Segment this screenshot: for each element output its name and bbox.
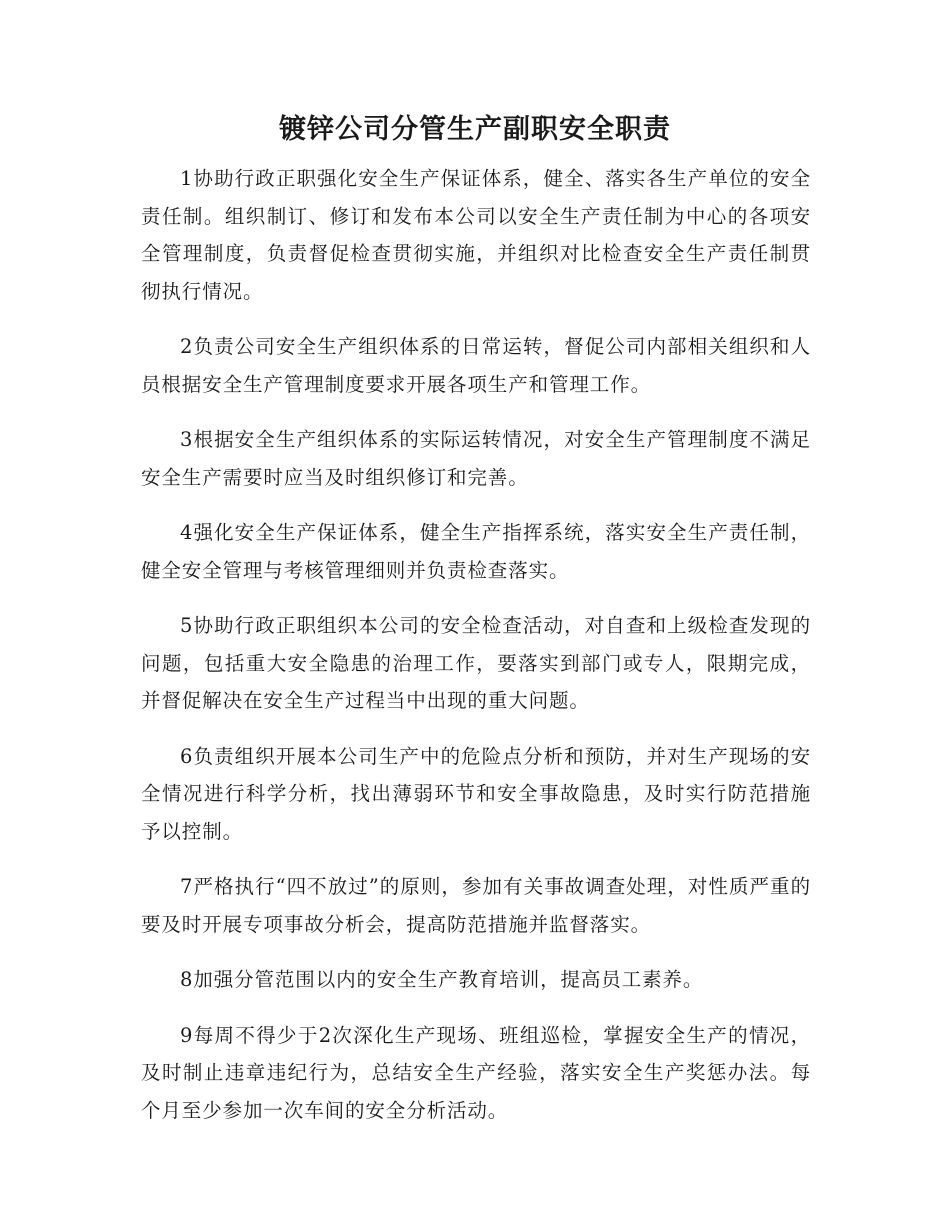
document-body <box>141 160 811 1147</box>
paragraph-6: 6负责组织开展本公司生产中的危险点分析和预防，并对生产现场的安全情况进行科学分析，找出薄弱环节和安全事故隐患，及时实行防范措施予以控制。 <box>141 744 811 843</box>
paragraph-2: 2负责公司安全生产组织体系的日常运转，督促公司内部相关组织和人员根据安全生产管理制度要求开展各项生产和管理工作。 <box>141 335 811 396</box>
document-title: 镀锌公司分管生产副职安全职责 <box>279 114 671 145</box>
paragraph-3: 3根据安全生产组织体系的实际运转情况，对安全生产管理制度不满足安全生产需要时应当及时组织修订和完善。 <box>141 428 811 489</box>
paragraph-9: 9每周不得少于2次深化生产现场、班组巡检，掌握安全生产的情况，及时制止违章违纪行为，总结安全生产经验，落实安全生产奖惩办法。每个月至少参加一次车间的安全分析活动。 <box>141 1023 811 1122</box>
paragraph-8: 8加强分管范围以内的安全生产教育培训，提高员工素养。 <box>180 968 704 991</box>
paragraph-4: 4强化安全生产保证体系，健全生产指挥系统，落实安全生产责任制，健全安全管理与考核管理细则并负责检查落实。 <box>141 521 811 582</box>
paragraph-5: 5协助行政正职组织本公司的安全检查活动，对自查和上级检查发现的问题，包括重大安全隐患的治理工作，要落实到部门或专人，限期完成，并督促解决在安全生产过程当中出现的重大问题。 <box>141 614 811 712</box>
paragraph-7: 7严格执行“四不放过”的原则，参加有关事故调查处理，对性质严重的要及时开展专项事故分析会，提高防范措施并监督落实。 <box>141 875 811 936</box>
paragraph-1: 1协助行政正职强化安全生产保证体系，健全、落实各生产单位的安全责任制。组织制订、修订和发布本公司以安全生产责任制为中心的各项安全管理制度，负责督促检查贯彻实施，并组织对比检查安全生产责任制贯彻执行情况。 <box>141 167 811 303</box>
